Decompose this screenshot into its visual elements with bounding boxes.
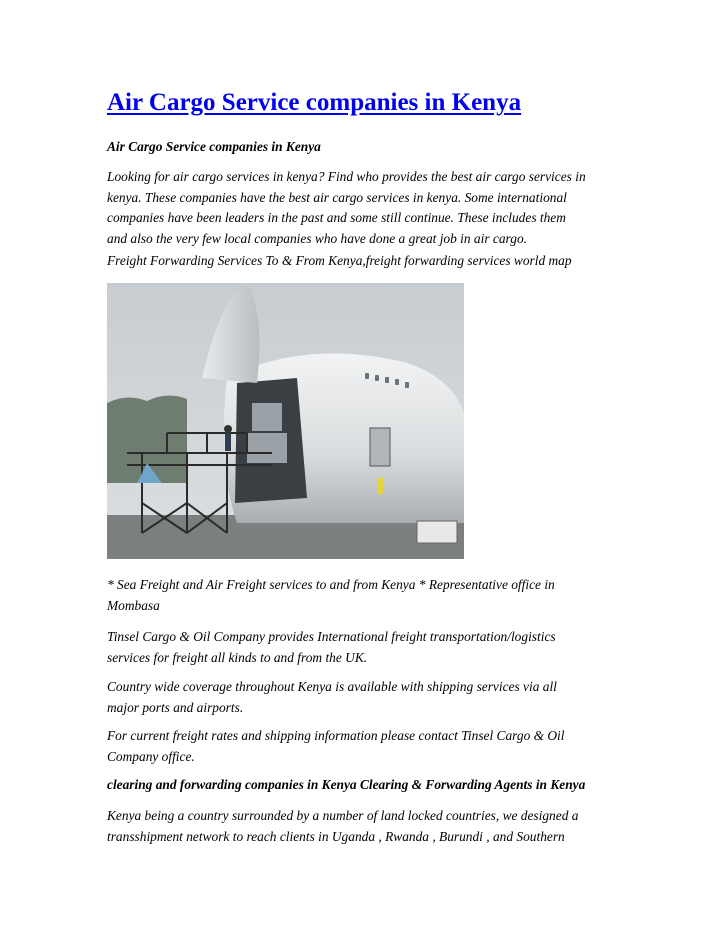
contact-paragraph xyxy=(107,726,632,767)
intro-line: Looking for air cargo services in kenya? Find who provides the best air cargo services in xyxy=(107,169,586,184)
intro-paragraph xyxy=(107,167,632,249)
coverage-line: Country wide coverage throughout Kenya is available with shipping services via all xyxy=(107,679,557,694)
services-line: * Sea Freight and Air Freight services to and from Kenya * Representative office in xyxy=(107,577,555,592)
clearing-heading: clearing and forwarding companies in Kenya Clearing & Forwarding Agents in Kenya xyxy=(107,777,586,792)
intro-line: and also the very few local companies who have done a great job in air cargo. xyxy=(107,230,527,246)
services-line: Mombasa xyxy=(107,597,160,613)
tinsel-paragraph xyxy=(107,627,632,668)
subtitle: Air Cargo Service companies in Kenya xyxy=(107,139,321,154)
coverage-paragraph xyxy=(107,677,632,718)
image-caption: Freight Forwarding Services To & From Kenya,freight forwarding services world map xyxy=(107,253,572,268)
contact-line: Company office. xyxy=(107,748,195,764)
services-paragraph xyxy=(107,575,632,616)
cargo-plane-illustration xyxy=(107,283,464,559)
ground-vehicle xyxy=(417,521,457,543)
network-line: Kenya being a country surrounded by a number of land locked countries, we designed a xyxy=(107,808,579,823)
coverage-line: major ports and airports. xyxy=(107,699,244,715)
tinsel-line: Tinsel Cargo & Oil Company provides International freight transportation/logistics xyxy=(107,629,556,644)
side-door xyxy=(370,428,390,466)
contact-line: For current freight rates and shipping information please contact Tinsel Cargo & Oil xyxy=(107,728,565,743)
intro-line: kenya. These companies have the best air cargo services in kenya. Some international xyxy=(107,189,567,205)
cargo-plane-photo xyxy=(107,283,464,559)
page-title[interactable]: Air Cargo Service companies in Kenya xyxy=(107,89,522,116)
tinsel-line: services for freight all kinds to and from the UK. xyxy=(107,649,368,665)
intro-line: companies have been leaders in the past and some still continue. These includes them xyxy=(107,210,566,225)
network-line: transshipment network to reach clients in Uganda , Rwanda , Burundi , and Southern xyxy=(107,828,565,844)
network-paragraph xyxy=(107,806,632,847)
